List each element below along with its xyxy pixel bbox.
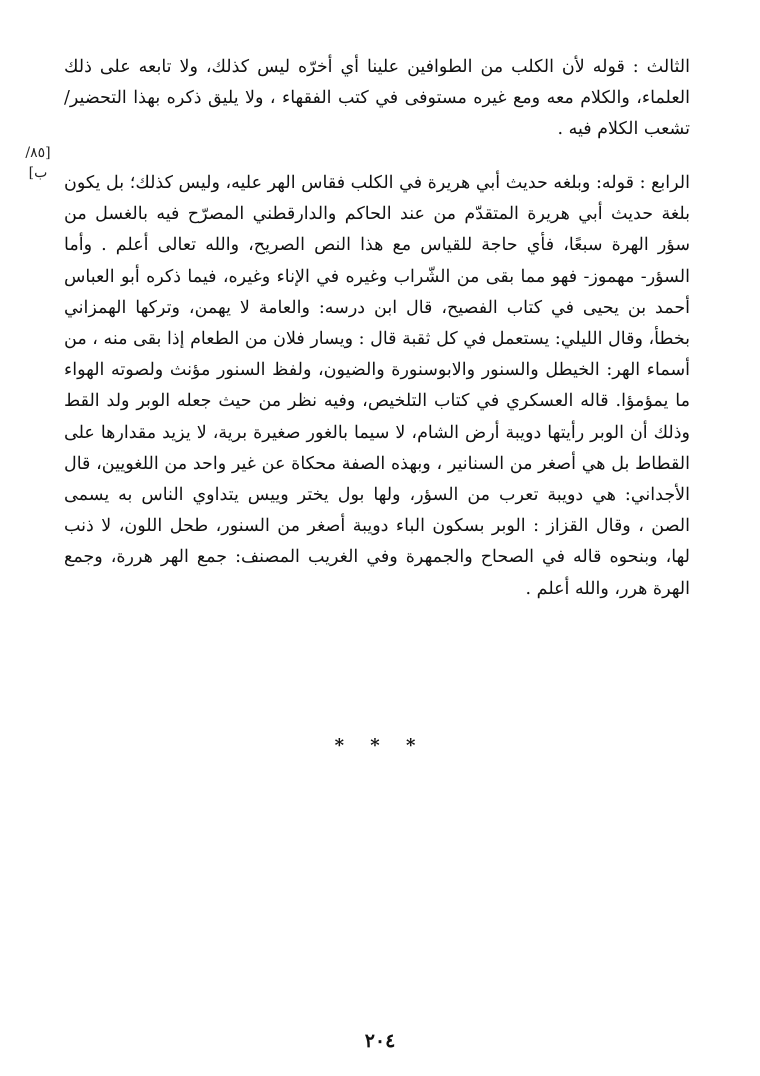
paragraph-third-point: الثالث : قوله لأن الكلب من الطوافين علينا أي أخرّه ليس كذلك، ولا تابعه على ذلك العلماء، والكلام معه ومع غيره مستوفى في كتب الفقهاء ، ولا يليق ذكره بهذا التحضير/ تشعب الكلام فيه . bbox=[64, 57, 690, 140]
manuscript-folio-marker: [٨٥/ ب] bbox=[25, 145, 51, 181]
paragraph-fourth-point: الرابع : قوله: وبلغه حديث أبي هريرة في الكلب فقاس الهر عليه، وليس كذلك؛ بل يكون بلغة حديث أبي هريرة المتقدّم من عند الحاكم والدارقطني المصرّح فيه بالغسل من سؤر الهرة سبعًا، فأي حاجة للقياس مع هذا النص الصريح، والله تعالى أعلم . وأما السؤر- مهموز- فهو مما بقى من الشّراب وغيره في الإناء وغيره، فيما ذكره أبو العباس أحمد بن يحيى في كتاب الفصيح، قال ابن درسه: والعامة لا يهمن، وتركها الهمزاني بخطأ، وقال الليلي: يستعمل في كل ثقبة قال : ويسار فلان من الطعام إذا بقى منه ، من أسماء الهر: الخيطل والسنور والابوسنورة والضيون، ولفظ السنور مؤنث ولصوته الهواء ما يمؤمؤا. قاله العسكري في كتاب التلخيص، وفيه نظر من حيث جعله الوبر ولد القط وذلك أن الوبر رأيتها دويبة أرض الشام، لا سيما بالغور صغيرة برية، لا يزيد مقدارها على القطاط بل هي أصغر من السنانير ، وبهذه الصفة محكاة عن غير واحد من اللغويين، قال الأجداني: هي دويبة تعرب من السؤر، ولها بول يختر وييس يتداوي الناس به يسمى الصن ، وقال القزاز : الوبر بسكون الباء دويبة أصغر من السنور، طحل اللون، لا ذنب لها، وبنحوه قاله في الصحاح والجمهرة وفي الغريب المصنف: جمع الهر هررة، وجمع الهرة هرر، والله أعلم . bbox=[64, 173, 690, 599]
section-separator: * * * bbox=[334, 735, 426, 756]
page-number: ٢٠٤ bbox=[364, 1030, 396, 1052]
